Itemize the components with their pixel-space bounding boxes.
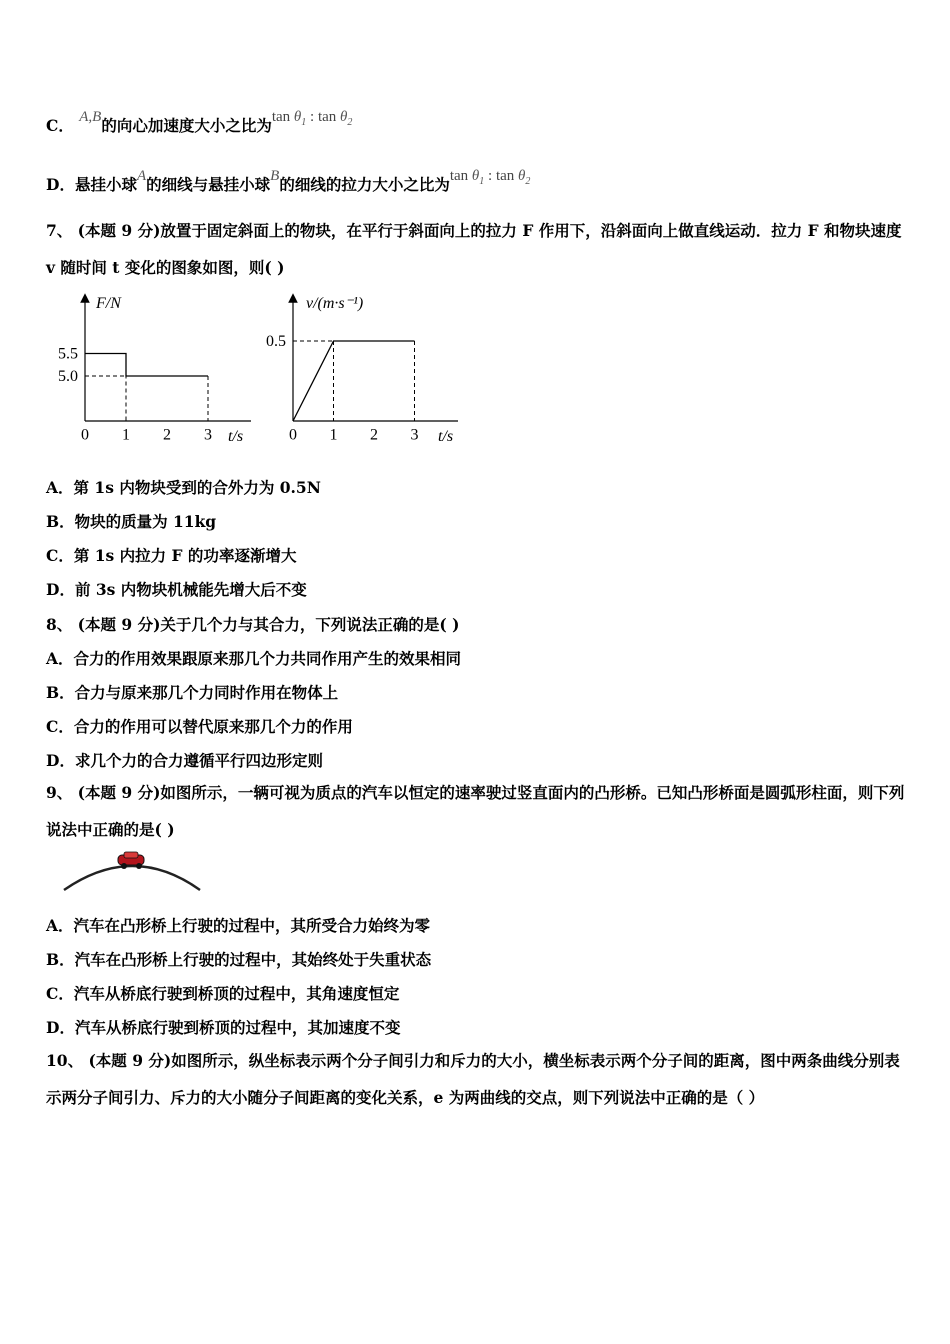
- option-text: 的向心加速度大小之比为: [101, 116, 272, 135]
- q8-stem: 8、 (本题 9 分)关于几个力与其合力，下列说法正确的是( ): [46, 615, 460, 634]
- math-var-b: B: [270, 168, 280, 184]
- q9-stem: 9、 (本题 9 分)如图所示，一辆可视为质点的汽车以恒定的速率驶过竖直面内的凸形桥。已知凸形桥面是圆弧形柱面，则下列说法中正确的是( ): [46, 783, 905, 839]
- force-time-graph: [46, 288, 256, 448]
- velocity-time-graph: [262, 288, 462, 448]
- option-label: C．: [46, 116, 74, 135]
- x-tick-label: 3: [204, 426, 212, 444]
- q8-option-d: D．求几个力的合力遵循平行四边形定则: [46, 751, 323, 770]
- series-line: [293, 341, 415, 421]
- x-tick-label: 1: [122, 426, 130, 444]
- x-tick-label: 0: [289, 426, 297, 444]
- y-axis-label: v/(m·s⁻¹): [306, 295, 364, 312]
- option-label: D．: [46, 175, 75, 194]
- q9-option-b: B．汽车在凸形桥上行驶的过程中，其始终处于失重状态: [46, 950, 432, 969]
- q8-option-a: A．合力的作用效果跟原来那几个力共同作用产生的效果相同: [46, 649, 462, 668]
- x-axis-label: t/s: [438, 428, 454, 445]
- x-tick-label: 0: [81, 426, 89, 444]
- math-vars: A,B: [79, 109, 102, 125]
- q10-stem: 10、 (本题 9 分)如图所示，纵坐标表示两个分子间引力和斥力的大小，横坐标表示两个分子间的距离，图中两条曲线分别表示两分子间引力、斥力的大小随分子间距离的变化关系，e 为两曲线的交点，则下列说法中正确的是（ ）: [46, 1051, 900, 1107]
- math-var-a: A: [136, 168, 147, 184]
- y-tick-label: 5.0: [58, 368, 78, 385]
- x-tick-label: 2: [163, 426, 171, 444]
- q6-option-d: D．悬挂小球A的细线与悬挂小球B的细线的拉力大小之比为$\tan \theta_1$ : $\tan \theta_2$: [46, 168, 531, 194]
- q9-option-d: D．汽车从桥底行驶到桥顶的过程中，其加速度不变: [46, 1018, 401, 1037]
- q8-option-b: B．合力与原来那几个力同时作用在物体上: [46, 683, 339, 702]
- q7-option-d: D．前 3s 内物块机械能先增大后不变: [46, 580, 307, 599]
- ratio-formula: $\tan \theta_1$ : $\tan \theta_2$: [449, 168, 531, 187]
- x-axis-label: t/s: [228, 428, 244, 445]
- q8-option-c: C．合力的作用可以替代原来那几个力的作用: [46, 717, 353, 736]
- q7-option-c: C．第 1s 内拉力 F 的功率逐渐增大: [46, 546, 297, 565]
- x-tick-label: 3: [410, 426, 419, 444]
- q7-option-b: B．物块的质量为 11kg: [46, 512, 217, 531]
- q7-stem: 7、 (本题 9 分)放置于固定斜面上的物块，在平行于斜面向上的拉力 F 作用下，沿斜面向上做直线运动．拉力 F 和物块速度 v 随时间 t 变化的图象如图，则( ): [46, 221, 902, 277]
- y-axis-label: F/N: [96, 295, 121, 312]
- ratio-formula: $\tan \theta_1$ : $\tan \theta_2$: [271, 109, 353, 128]
- series-line: [85, 354, 208, 377]
- q6-option-c: [46, 109, 353, 136]
- y-tick-label: 0.5: [266, 333, 286, 350]
- x-tick-label: 2: [370, 426, 378, 444]
- x-tick-label: 1: [329, 426, 338, 444]
- q7-option-a: A．第 1s 内物块受到的合外力为 0.5N: [46, 478, 321, 497]
- y-tick-label: 5.5: [58, 345, 78, 363]
- bridge-arc: [64, 866, 200, 890]
- q9-option-a: A．汽车在凸形桥上行驶的过程中，其所受合力始终为零: [46, 916, 431, 935]
- convex-bridge-figure: [58, 850, 208, 900]
- q9-option-c: C．汽车从桥底行驶到桥顶的过程中，其角速度恒定: [46, 984, 400, 1003]
